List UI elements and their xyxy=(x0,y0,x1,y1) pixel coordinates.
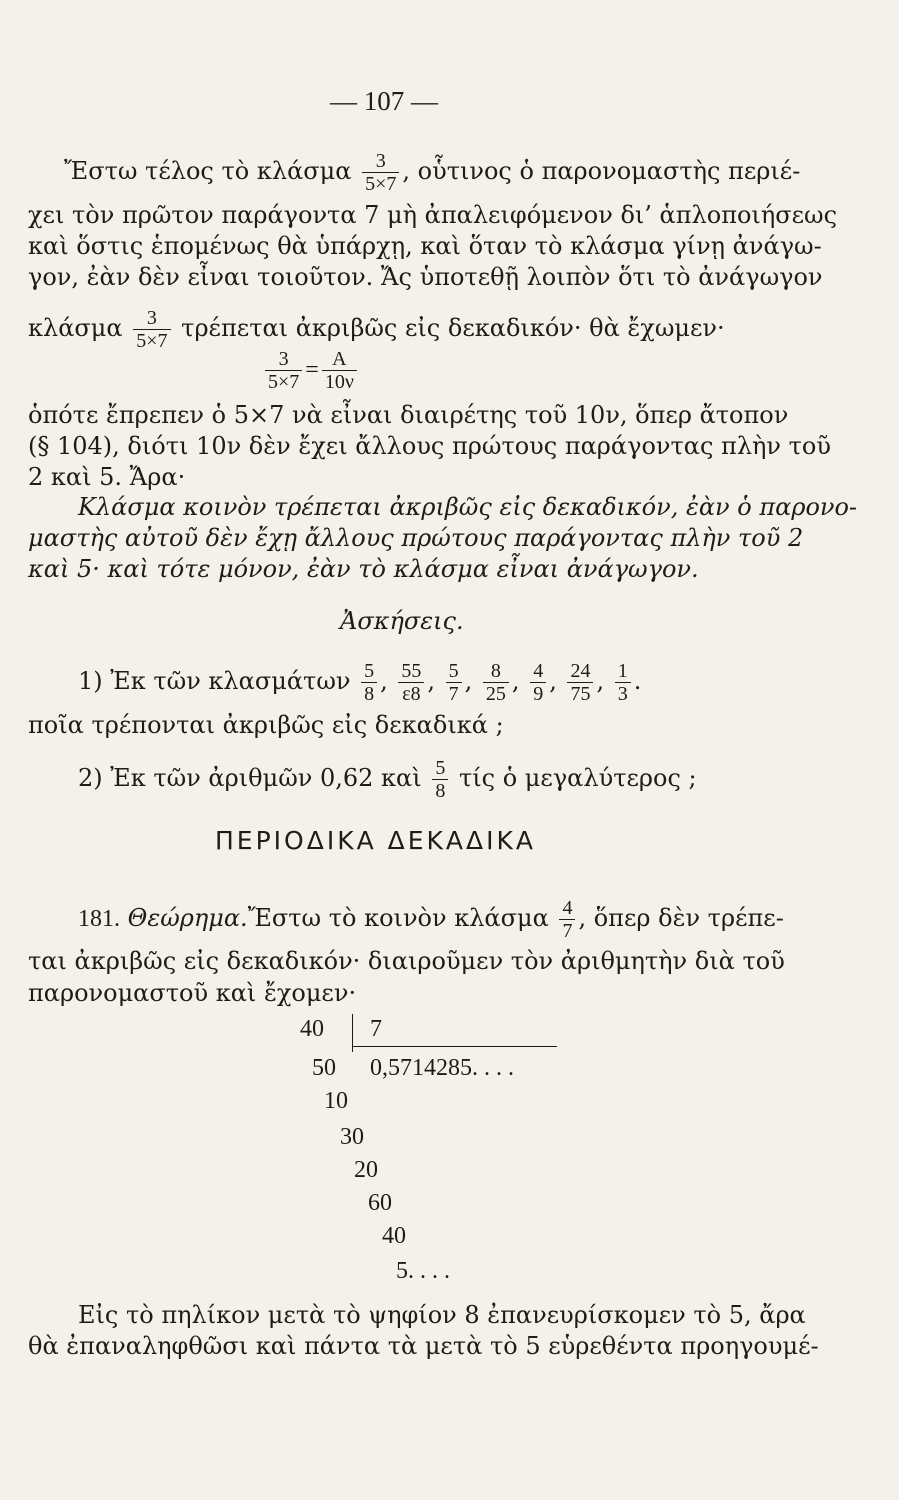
exercise-1-intro: 1) Ἐκ τῶν κλασμάτων xyxy=(78,667,351,695)
fraction-numerator: 4 xyxy=(559,897,575,920)
p2-line-1: ὁπότε ἔπρεπεν ὁ 5×7 νὰ εἶναι διαιρέτης τοῦ 10ν, ὅπερ ἄτοπον xyxy=(28,401,789,429)
rule-line-3: καὶ 5· καὶ τότε μόνον, ἐὰν τὸ κλάσμα εἶναι ἀνάγωγον. xyxy=(28,555,699,583)
p1-line-5a: κλάσμα xyxy=(28,314,123,342)
division-remainder: 40 xyxy=(382,1223,406,1249)
division-divisor: 7 xyxy=(370,1016,382,1042)
fraction-denominator: 5×7 xyxy=(365,173,397,195)
exercise-fraction xyxy=(446,660,462,705)
division-dividend: 40 xyxy=(300,1016,324,1042)
exercise-fraction xyxy=(530,660,546,705)
exercise-fraction xyxy=(567,660,593,705)
p1-line-1a: Ἔστω τέλος τὸ κλάσμα xyxy=(64,157,352,185)
p1-line-1 xyxy=(64,150,800,195)
exercise-fraction xyxy=(361,660,377,705)
p2-line-2: (§ 104), διότι 10ν δὲν ἔχει ἄλλους πρώτους παράγοντας πλὴν τοῦ xyxy=(28,432,831,460)
fraction-denominator: 25 xyxy=(485,683,506,705)
fraction-denominator: 8 xyxy=(364,683,375,705)
p1-line-4: γον, ἐὰν δὲν εἶναι τοιοῦτον. Ἄς ὑποτεθῇ λοιπὸν ὅτι τὸ ἀνάγωγον xyxy=(28,263,823,291)
exercise-fraction xyxy=(483,660,509,705)
fraction-3-over-5x7 xyxy=(362,150,399,195)
fraction-denominator: 10ν xyxy=(324,371,354,393)
page-number: — 107 — xyxy=(330,86,438,116)
division-remainder: 5. . . . xyxy=(396,1258,450,1284)
theorem-line-1b: ὅπερ δὲν τρέπε- xyxy=(593,904,784,932)
fraction-denominator: 7 xyxy=(562,920,573,942)
equation-left-fraction xyxy=(265,348,302,393)
exercise-2-intro: 2) Ἐκ τῶν ἀριθμῶν 0,62 καὶ xyxy=(78,764,422,792)
exercise-fraction xyxy=(398,660,424,705)
equation-right-fraction xyxy=(322,348,357,393)
exercise-2 xyxy=(78,757,697,802)
theorem-line-3: παρονομαστοῦ καὶ ἔχομεν· xyxy=(28,979,357,1007)
fraction-numerator: 3 xyxy=(265,348,302,371)
fraction-numerator: 24 xyxy=(567,660,593,683)
fraction-denominator: 75 xyxy=(570,683,591,705)
fraction-numerator: 3 xyxy=(362,150,399,173)
fraction-numerator: 3 xyxy=(133,307,170,330)
fraction-denominator: 9 xyxy=(533,683,544,705)
equals-sign: = xyxy=(305,357,319,383)
fraction-4-over-7 xyxy=(559,897,575,942)
division-quotient: 0,5714285. . . . xyxy=(370,1055,514,1081)
rule-line-2: μαστὴς αὐτοῦ δὲν ἔχῃ ἄλλους πρώτους παράγοντας πλὴν τοῦ 2 xyxy=(28,524,804,552)
division-remainder: 30 xyxy=(340,1124,364,1150)
p1-line-1b: , οὗτινος ὁ παρονομαστὴς περιέ- xyxy=(402,157,801,185)
fraction-numerator: 8 xyxy=(483,660,509,683)
exercise-fraction xyxy=(615,660,631,705)
exercise-2-question: τίς ὁ μεγαλύτερος ; xyxy=(458,764,697,792)
theorem-label: Θεώρημα. xyxy=(127,904,248,932)
fraction-numerator: 5 xyxy=(446,660,462,683)
closing-line-1: Εἰς τὸ πηλίκον μετὰ τὸ ψηφίον 8 ἐπανευρίσκομεν τὸ 5, ἄρα xyxy=(78,1301,806,1329)
fraction-numerator: 1 xyxy=(615,660,631,683)
fraction-numerator: A xyxy=(322,348,357,371)
fraction-numerator: 5 xyxy=(361,660,377,683)
fraction-5-over-8 xyxy=(432,757,448,802)
fraction-denominator: 5×7 xyxy=(268,371,300,393)
equation xyxy=(262,348,360,393)
closing-line-2: θὰ ἐπαναληφθῶσι καὶ πάντα τὰ μετὰ τὸ 5 εὑρεθέντα προηγουμέ- xyxy=(28,1332,819,1360)
exercises-heading: Ἀσκήσεις. xyxy=(340,607,464,635)
fraction-denominator: ε8 xyxy=(402,683,421,705)
fraction-denominator: 5×7 xyxy=(136,330,168,352)
rule-line-1: Κλάσμα κοινὸν τρέπεται ἀκριβῶς εἰς δεκαδικόν, ἐὰν ὁ παρονο- xyxy=(78,493,858,521)
p2-line-3: 2 καὶ 5. Ἄρα· xyxy=(28,463,186,491)
fraction-numerator: 4 xyxy=(530,660,546,683)
fraction-denominator: 8 xyxy=(435,780,446,802)
division-remainder: 50 xyxy=(312,1055,336,1081)
division-horizontal-bar xyxy=(352,1046,557,1047)
section-heading: ΠΕΡΙΟΔΙΚΑ ΔΕΚΑΔΙΚΑ xyxy=(215,826,537,855)
p1-line-5b: τρέπεται ἀκριβῶς εἰς δεκαδικόν· θὰ ἔχωμεν· xyxy=(181,314,725,342)
division-remainder: 60 xyxy=(368,1190,392,1216)
exercise-1-question: ποῖα τρέπονται ἀκριβῶς εἰς δεκαδικά ; xyxy=(28,711,504,739)
division-remainder: 20 xyxy=(354,1157,378,1183)
theorem-line-1: 181. Θεώρημα.Ἔστω τὸ κοινὸν κλάσμα $\frac{4}{7}$ , ὅπερ δὲν τρέπε- xyxy=(78,897,784,942)
fraction-denominator: 7 xyxy=(448,683,459,705)
exercise-1: 1) Ἐκ τῶν κλασμάτων $\frac{5}{8}$ , $\frac{55}{\varepsilon 8}$ , $\frac{5}{7}$ , $\frac{8}{25}$ , $\frac{4}{9}$ , $\frac{24}{75}$ , $\frac{1}{3}$ . xyxy=(78,660,642,705)
fraction-3-over-5x7-b xyxy=(133,307,170,352)
fraction-numerator: 55 xyxy=(398,660,424,683)
fraction-denominator: 3 xyxy=(617,683,628,705)
p1-line-2: χει τὸν πρῶτον παράγοντα 7 μὴ ἀπαλειφόμενον δι’ ἁπλοποιήσεως xyxy=(28,201,838,229)
fraction-numerator: 5 xyxy=(432,757,448,780)
theorem-line-2: ται ἀκριβῶς εἰς δεκαδικόν· διαιροῦμεν τὸν ἀριθμητὴν διὰ τοῦ xyxy=(28,947,785,975)
p1-line-5 xyxy=(28,307,725,352)
theorem-line-1a: Ἔστω τὸ κοινὸν κλάσμα xyxy=(247,904,549,932)
p1-line-3: καὶ ὅστις ἑπομένως θὰ ὑπάρχῃ, καὶ ὅταν τὸ κλάσμα γίνῃ ἀνάγω- xyxy=(28,232,822,260)
division-remainder: 10 xyxy=(324,1088,348,1114)
theorem-number: 181. xyxy=(78,906,120,932)
